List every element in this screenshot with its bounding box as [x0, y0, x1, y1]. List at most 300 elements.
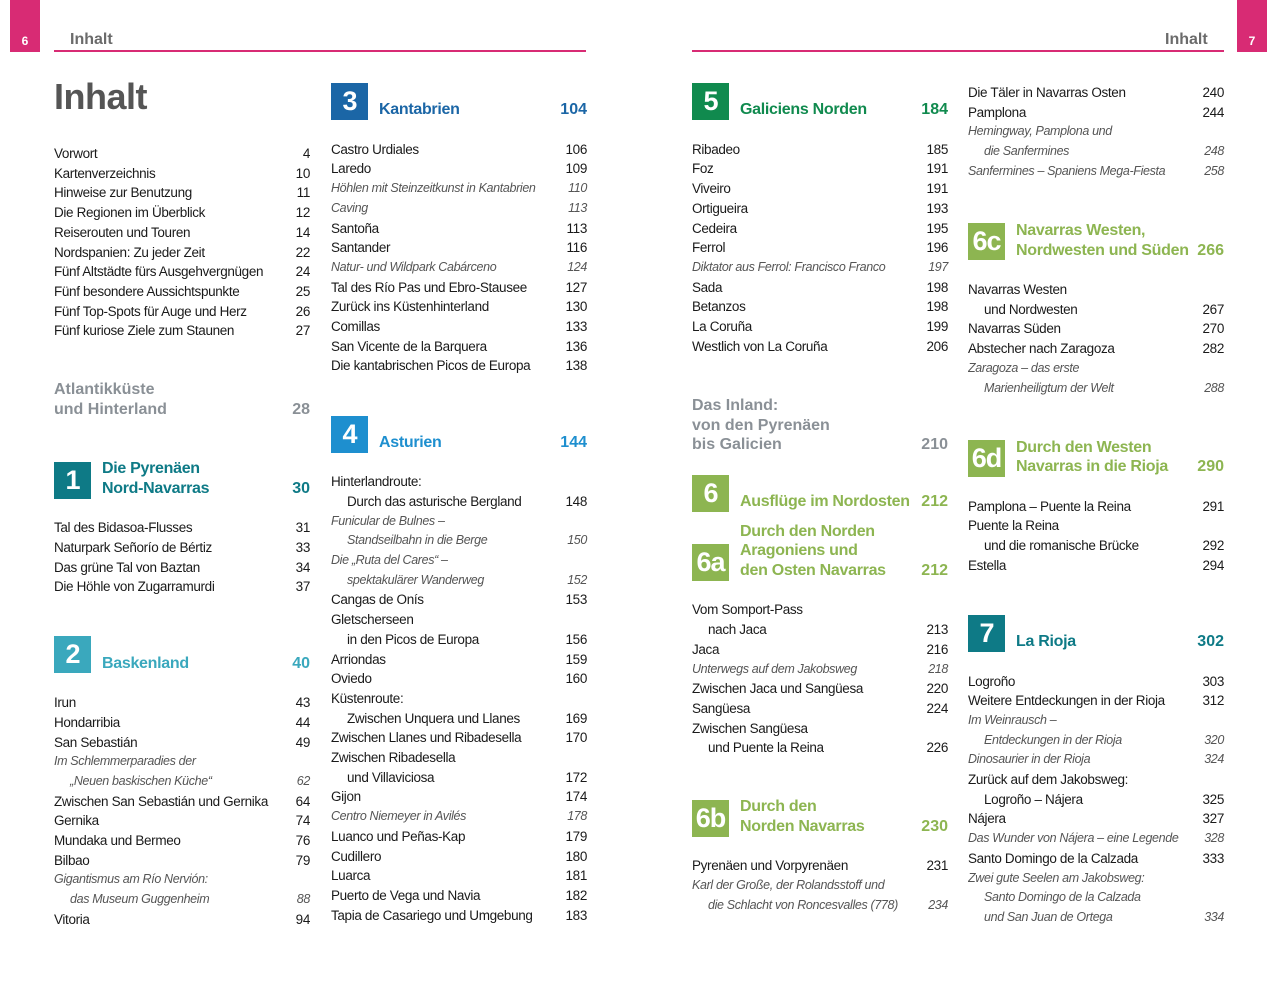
toc-column-1 — [54, 144, 310, 930]
toc-entry-title: Hondarribia — [54, 714, 120, 730]
toc-entry[interactable] — [968, 516, 1224, 536]
toc-entry[interactable] — [968, 280, 1224, 300]
toc-entry-title: Luarca — [331, 868, 371, 884]
toc-entry-title: Fünf besondere Aussichtspunkte — [54, 283, 240, 299]
chapter-3-heading[interactable] — [331, 83, 587, 120]
toc-entry[interactable] — [54, 577, 310, 597]
toc-entry[interactable] — [692, 140, 948, 160]
toc-entry[interactable] — [54, 223, 310, 243]
chapter-page: 30 — [292, 479, 310, 497]
chapter-4-list — [331, 472, 587, 925]
toc-entry-page: 267 — [1202, 301, 1224, 317]
page-number-left: 6 — [10, 0, 40, 52]
toc-entry-title: Abstecher nach Zaragoza — [968, 341, 1115, 357]
toc-entry-page: 172 — [565, 769, 587, 785]
toc-entry[interactable] — [331, 689, 587, 709]
toc-entry-page: 182 — [565, 887, 587, 903]
toc-entry[interactable] — [331, 650, 587, 670]
chapter-5-heading[interactable] — [692, 83, 948, 120]
toc-entry-title: Karl der Große, der Rolandsstoff und — [692, 878, 885, 893]
toc-entry[interactable] — [692, 719, 948, 739]
toc-entry-title: Betanzos — [692, 299, 746, 315]
toc-entry[interactable] — [692, 679, 948, 699]
toc-entry-title: Westlich von La Coruña — [692, 338, 828, 354]
toc-entry-title: Zwischen Sangüesa — [692, 720, 808, 736]
toc-entry-page: 44 — [295, 714, 310, 730]
toc-entry[interactable] — [331, 610, 587, 630]
toc-entry[interactable] — [692, 297, 948, 317]
toc-entry-page: 27 — [295, 323, 310, 339]
region-line: Das Inland: — [692, 396, 779, 414]
chapter-2-list — [54, 693, 310, 929]
toc-entry-title: Cangas de Onís — [331, 592, 424, 608]
chapter-number-badge: 6 — [692, 475, 729, 512]
toc-entry-title: Bilbao — [54, 852, 90, 868]
toc-entry-title: Puerto de Vega und Navia — [331, 887, 481, 903]
chapter-5-list — [692, 140, 948, 357]
toc-entry-page: 88 — [296, 892, 310, 907]
chapter-page: 144 — [560, 433, 587, 451]
toc-entry-title: Die Höhle von Zugarramurdi — [54, 579, 215, 595]
toc-entry[interactable] — [54, 282, 310, 302]
toc-entry[interactable] — [54, 811, 310, 831]
chapter-number-badge: 2 — [54, 636, 91, 673]
toc-entry-page: 325 — [1202, 791, 1224, 807]
toc-entry[interactable] — [692, 219, 948, 239]
chapter-3-list — [331, 140, 587, 376]
header-rule-right — [692, 50, 1224, 52]
toc-entry-title: und Villaviciosa — [347, 769, 435, 785]
toc-entry[interactable] — [331, 179, 587, 199]
toc-entry[interactable] — [54, 203, 310, 223]
toc-entry[interactable] — [968, 359, 1224, 379]
running-header-left: Inhalt — [70, 31, 113, 48]
toc-entry[interactable] — [54, 321, 310, 341]
toc-entry[interactable] — [331, 258, 587, 278]
toc-entry-page: 62 — [296, 773, 310, 788]
toc-entry[interactable] — [692, 660, 948, 680]
toc-entry-page: 24 — [295, 264, 310, 280]
toc-entry[interactable] — [968, 731, 1224, 751]
toc-entry-page: 148 — [565, 493, 587, 509]
toc-entry[interactable] — [331, 787, 587, 807]
toc-entry-title: und Nordwesten — [984, 301, 1078, 317]
toc-entry[interactable] — [968, 556, 1224, 576]
toc-entry-page: 180 — [565, 848, 587, 864]
toc-entry-title: Naturpark Señorío de Bértiz — [54, 539, 212, 555]
toc-entry-title: Sanfermines – Spaniens Mega-Fiesta — [968, 163, 1166, 178]
toc-entry-page: 294 — [1202, 557, 1224, 573]
region-line: Atlantikküste — [54, 381, 155, 399]
toc-entry-title: San Sebastián — [54, 734, 138, 750]
toc-entry-title: Sangüesa — [692, 700, 751, 716]
toc-entry[interactable] — [54, 831, 310, 851]
toc-entry[interactable] — [968, 162, 1224, 182]
toc-entry-title: Hinweise zur Benutzung — [54, 185, 192, 201]
toc-entry-title: Zwischen Llanes und Ribadesella — [331, 730, 522, 746]
toc-entry-page: 324 — [1204, 752, 1224, 767]
region-line: bis Galicien — [692, 436, 782, 454]
chapter-7-list — [968, 672, 1224, 928]
toc-entry-title: Vom Somport-Pass — [692, 602, 803, 618]
toc-entry[interactable] — [968, 122, 1224, 142]
toc-entry[interactable] — [331, 886, 587, 906]
toc-entry-page: 312 — [1202, 693, 1224, 709]
toc-entry[interactable] — [692, 699, 948, 719]
toc-entry-title: Das grüne Tal von Baztan — [54, 559, 200, 575]
toc-entry[interactable] — [692, 258, 948, 278]
chapter-title: Baskenland — [102, 654, 189, 672]
toc-entry-title: Centro Niemeyer in Avilés — [331, 809, 467, 824]
toc-entry[interactable] — [331, 278, 587, 298]
toc-entry-title: Küstenroute: — [331, 690, 404, 706]
toc-entry-title: Gernika — [54, 813, 99, 829]
toc-entry[interactable] — [968, 790, 1224, 810]
chapter-6d-heading[interactable] — [968, 438, 1224, 477]
toc-entry-title: Nájera — [968, 811, 1006, 827]
toc-entry-title: Zurück ins Küstenhinterland — [331, 299, 489, 315]
region-page: 28 — [292, 401, 310, 419]
toc-entry-title: Kartenverzeichnis — [54, 165, 156, 181]
toc-entry-page: 226 — [926, 740, 948, 756]
toc-entry[interactable] — [54, 558, 310, 578]
toc-entry-page: 31 — [295, 520, 310, 536]
toc-entry-page: 196 — [926, 240, 948, 256]
toc-entry[interactable] — [968, 103, 1224, 123]
chapter-number-badge: 6b — [692, 800, 729, 837]
chapter-4-heading[interactable] — [331, 416, 587, 453]
toc-entry[interactable] — [968, 379, 1224, 399]
toc-entry[interactable] — [54, 851, 310, 871]
toc-entry[interactable] — [331, 551, 587, 571]
toc-entry-page: 150 — [567, 533, 587, 548]
toc-entry[interactable] — [54, 870, 310, 890]
toc-entry-title: Laredo — [331, 161, 371, 177]
region-heading-atlantik[interactable] — [54, 380, 310, 419]
toc-entry[interactable] — [54, 890, 310, 910]
toc-entry[interactable] — [331, 219, 587, 239]
toc-entry[interactable] — [331, 748, 587, 768]
chapter-title: La Rioja — [1016, 633, 1076, 651]
chapter-title: Nordwesten und Süden — [1016, 241, 1189, 259]
toc-entry-page: 206 — [926, 338, 948, 354]
toc-entry[interactable] — [692, 896, 948, 916]
toc-entry-page: 34 — [295, 559, 310, 575]
toc-entry-title: Irun — [54, 695, 76, 711]
toc-entry[interactable] — [54, 243, 310, 263]
toc-entry[interactable] — [331, 472, 587, 492]
chapter-7-heading[interactable] — [968, 615, 1224, 652]
toc-entry-title: und die romanische Brücke — [984, 538, 1139, 554]
chapter-title: Durch den Norden — [740, 522, 875, 540]
toc-entry-page: 198 — [926, 299, 948, 315]
toc-entry-title: Ribadeo — [692, 141, 740, 157]
toc-column-2 — [331, 83, 587, 925]
toc-entry[interactable] — [331, 669, 587, 689]
toc-entry-title: Zwischen Unquera und Llanes — [347, 710, 520, 726]
toc-entry[interactable] — [331, 847, 587, 867]
toc-entry[interactable] — [331, 709, 587, 729]
toc-entry[interactable] — [331, 297, 587, 317]
toc-entry-title: Weitere Entdeckungen in der Rioja — [968, 693, 1165, 709]
chapter-1-heading[interactable] — [54, 459, 310, 498]
toc-entry-page: 26 — [295, 303, 310, 319]
toc-entry[interactable] — [331, 590, 587, 610]
toc-entry-title: Gijon — [331, 789, 361, 805]
toc-entry-page: 185 — [926, 141, 948, 157]
toc-entry-title: Fünf Altstädte fürs Ausgehvergnügen — [54, 264, 264, 280]
toc-entry[interactable] — [692, 179, 948, 199]
toc-entry[interactable] — [331, 140, 587, 160]
toc-entry[interactable] — [331, 512, 587, 532]
toc-entry[interactable] — [692, 337, 948, 357]
toc-entry-title: Fünf kuriose Ziele zum Staunen — [54, 323, 235, 339]
chapter-title: Asturien — [379, 433, 442, 451]
toc-entry[interactable] — [54, 772, 310, 792]
toc-entry-page: 181 — [565, 868, 587, 884]
toc-entry[interactable] — [331, 317, 587, 337]
toc-entry-title: Comillas — [331, 319, 380, 335]
toc-entry-page: 198 — [926, 279, 948, 295]
toc-entry-title: Logroño – Nájera — [984, 791, 1083, 807]
toc-entry[interactable] — [968, 339, 1224, 359]
toc-entry-page: 153 — [565, 592, 587, 608]
toc-entry[interactable] — [54, 518, 310, 538]
toc-entry-title: Viveiro — [692, 181, 731, 197]
toc-entry[interactable] — [968, 888, 1224, 908]
toc-entry[interactable] — [968, 869, 1224, 889]
toc-entry-title: Castro Urdiales — [331, 141, 419, 157]
toc-entry-title: Vorwort — [54, 146, 98, 161]
toc-entry-page: 288 — [1204, 380, 1224, 395]
toc-entry-title: Estella — [968, 557, 1007, 573]
toc-entry-page: 14 — [295, 224, 310, 240]
chapter-title: den Osten Navarras — [740, 562, 886, 579]
toc-entry-title: Tal des Bidasoa-Flusses — [54, 520, 193, 536]
chapter-6c-list — [968, 280, 1224, 398]
toc-entry[interactable] — [54, 262, 310, 282]
toc-entry[interactable] — [331, 337, 587, 357]
toc-entry[interactable] — [692, 159, 948, 179]
toc-entry-page: 11 — [296, 185, 310, 201]
toc-entry-page: 191 — [926, 181, 948, 197]
toc-entry-title: Tapia de Casariego und Umgebung — [331, 907, 533, 923]
toc-entry-title: Puente la Reina — [968, 518, 1059, 534]
region-page: 210 — [921, 436, 948, 454]
toc-entry-title: Santo Domingo de la Calzada — [968, 850, 1138, 866]
toc-entry[interactable] — [54, 164, 310, 184]
header-rule-left — [54, 50, 586, 52]
toc-entry[interactable] — [692, 856, 948, 876]
toc-entry[interactable] — [331, 492, 587, 512]
toc-entry[interactable] — [54, 693, 310, 713]
chapter-page: 184 — [921, 101, 948, 119]
toc-entry[interactable] — [54, 183, 310, 203]
toc-entry-page: 327 — [1202, 811, 1224, 827]
toc-entry[interactable] — [331, 827, 587, 847]
toc-entry[interactable] — [968, 849, 1224, 869]
toc-entry-page: 218 — [928, 661, 948, 676]
chapter-title: Durch den — [740, 798, 817, 816]
toc-entry-page: 220 — [926, 681, 948, 697]
toc-entry[interactable] — [692, 876, 948, 896]
toc-entry-title: und San Juan de Ortega — [984, 909, 1113, 924]
toc-entry-title: Reiserouten und Touren — [54, 224, 191, 240]
toc-entry[interactable] — [968, 83, 1224, 103]
toc-entry[interactable] — [968, 829, 1224, 849]
toc-entry[interactable] — [968, 711, 1224, 731]
toc-entry-title: Santo Domingo de la Calzada — [984, 890, 1141, 905]
chapter-6a-heading[interactable] — [692, 522, 948, 581]
toc-entry-title: Caving — [331, 200, 368, 215]
chapter-number-badge: 5 — [692, 83, 729, 120]
toc-entry-title: Dinosaurier in der Rioja — [968, 752, 1091, 767]
chapter-2-heading[interactable] — [54, 636, 310, 673]
toc-entry[interactable] — [968, 536, 1224, 556]
chapter-page: 212 — [921, 562, 948, 579]
toc-entry[interactable] — [331, 356, 587, 376]
chapter-number-badge: 7 — [968, 615, 1005, 652]
toc-entry-page: 178 — [567, 809, 587, 824]
toc-entry-page: 333 — [1202, 850, 1224, 866]
toc-entry-title: Zwei gute Seelen am Jakobsweg: — [968, 870, 1145, 885]
chapter-6b-heading[interactable] — [692, 797, 948, 836]
toc-entry-page: 224 — [926, 700, 948, 716]
toc-entry[interactable] — [968, 691, 1224, 711]
toc-entry-page: 248 — [1204, 144, 1224, 159]
chapter-title: Aragoniens und — [740, 542, 858, 560]
toc-entry[interactable] — [54, 792, 310, 812]
chapter-page: 266 — [1197, 241, 1224, 259]
chapter-title: Ausflüge im Nordosten — [740, 492, 910, 510]
chapter-6d-list — [968, 497, 1224, 576]
toc-entry[interactable] — [331, 866, 587, 886]
toc-entry[interactable] — [54, 910, 310, 930]
toc-entry[interactable] — [331, 531, 587, 551]
toc-entry[interactable] — [692, 317, 948, 337]
toc-entry-page: 64 — [295, 793, 310, 809]
toc-entry[interactable] — [331, 571, 587, 591]
toc-entry[interactable] — [692, 640, 948, 660]
toc-entry-page: 37 — [295, 579, 310, 595]
toc-entry-title: Höhlen mit Steinzeitkunst in Kantabrien — [331, 181, 536, 196]
toc-entry[interactable] — [692, 600, 948, 620]
toc-entry[interactable] — [692, 199, 948, 219]
region-line: und Hinterland — [54, 401, 167, 419]
toc-entry[interactable] — [968, 497, 1224, 517]
chapter-page: 212 — [921, 492, 948, 510]
toc-entry-title: Pamplona — [968, 104, 1026, 120]
toc-entry-title: Ortigueira — [692, 200, 748, 216]
toc-entry-title: Natur- und Wildpark Cabárceno — [331, 259, 497, 274]
running-header-right: Inhalt — [1165, 31, 1208, 48]
chapter-6c-heading[interactable] — [968, 221, 1224, 260]
toc-entry-title: in den Picos de Europa — [347, 631, 479, 647]
toc-entry-title: Unterwegs auf dem Jakobsweg — [692, 661, 857, 676]
toc-column-4 — [968, 83, 1224, 928]
toc-entry-page: 303 — [1202, 673, 1224, 689]
toc-entry[interactable] — [331, 159, 587, 179]
toc-entry-page: 49 — [295, 734, 310, 750]
toc-entry-title: La Coruña — [692, 319, 752, 335]
chapter-page: 290 — [1197, 458, 1224, 476]
toc-entry[interactable] — [968, 908, 1224, 928]
chapter-title: Norden Navarras — [740, 818, 865, 836]
toc-entry-page: 282 — [1202, 341, 1224, 357]
toc-entry[interactable] — [54, 733, 310, 753]
toc-entry[interactable] — [331, 728, 587, 748]
toc-entry-page: 191 — [926, 161, 948, 177]
toc-entry[interactable] — [692, 278, 948, 298]
toc-entry-page: 116 — [566, 240, 587, 256]
toc-entry-title: Santoña — [331, 220, 379, 236]
toc-entry-title: die Schlacht von Roncesvalles (778) — [708, 897, 898, 912]
toc-entry[interactable] — [331, 768, 587, 788]
toc-entry[interactable] — [692, 738, 948, 758]
chapter-number-badge: 6c — [968, 223, 1005, 260]
toc-entry-page: 193 — [926, 200, 948, 216]
toc-entry-title: Hinterlandroute: — [331, 474, 422, 490]
toc-entry[interactable] — [968, 319, 1224, 339]
toc-entry[interactable] — [331, 807, 587, 827]
toc-entry-page: 106 — [565, 141, 587, 157]
toc-entry-title: spektakulärer Wanderweg — [347, 572, 484, 587]
toc-entry-title: Jaca — [692, 641, 720, 657]
toc-entry[interactable] — [692, 238, 948, 258]
toc-entry[interactable] — [331, 630, 587, 650]
toc-entry-page: 258 — [1204, 163, 1224, 178]
toc-entry-page: 170 — [565, 730, 587, 746]
toc-entry[interactable] — [968, 770, 1224, 790]
toc-entry[interactable] — [692, 620, 948, 640]
toc-entry[interactable] — [968, 142, 1224, 162]
toc-entry[interactable] — [331, 238, 587, 258]
toc-entry-title: Funicular de Bulnes – — [331, 513, 445, 528]
chapter-6b-continued-list — [968, 83, 1224, 182]
toc-entry[interactable] — [54, 538, 310, 558]
toc-entry-page: 133 — [565, 319, 587, 335]
toc-entry[interactable] — [968, 300, 1224, 320]
toc-entry[interactable] — [54, 752, 310, 772]
toc-entry-page: 169 — [565, 710, 587, 726]
toc-entry[interactable] — [54, 144, 310, 164]
chapter-6-heading[interactable] — [692, 475, 948, 512]
toc-entry-title: Logroño — [968, 673, 1016, 689]
toc-entry-title: Navarras Westen — [968, 281, 1067, 297]
toc-entry[interactable] — [54, 302, 310, 322]
toc-entry[interactable] — [968, 672, 1224, 692]
toc-entry-title: Zwischen Ribadesella — [331, 750, 456, 766]
toc-entry[interactable] — [968, 750, 1224, 770]
chapter-title: Nord-Navarras — [102, 479, 210, 497]
toc-entry[interactable] — [54, 713, 310, 733]
toc-entry-title: Cudillero — [331, 848, 382, 864]
toc-entry-title: Pyrenäen und Vorpyrenäen — [692, 858, 848, 874]
toc-entry[interactable] — [968, 809, 1224, 829]
toc-entry-title: San Vicente de la Barquera — [331, 338, 487, 354]
toc-entry-page: 270 — [1202, 321, 1224, 337]
toc-entry-title: „Neuen baskischen Küche“ — [70, 773, 212, 788]
toc-entry-title: Zurück auf dem Jakobsweg: — [968, 772, 1129, 788]
region-heading-inland[interactable] — [692, 396, 948, 455]
toc-entry-page: 291 — [1202, 498, 1224, 514]
toc-entry-title: Die „Ruta del Cares“ – — [331, 553, 448, 567]
toc-entry-page: 22 — [295, 244, 310, 260]
chapter-6a-list — [692, 600, 948, 758]
toc-entry[interactable] — [331, 906, 587, 926]
toc-entry[interactable] — [331, 199, 587, 219]
toc-entry-title: Oviedo — [331, 671, 372, 687]
